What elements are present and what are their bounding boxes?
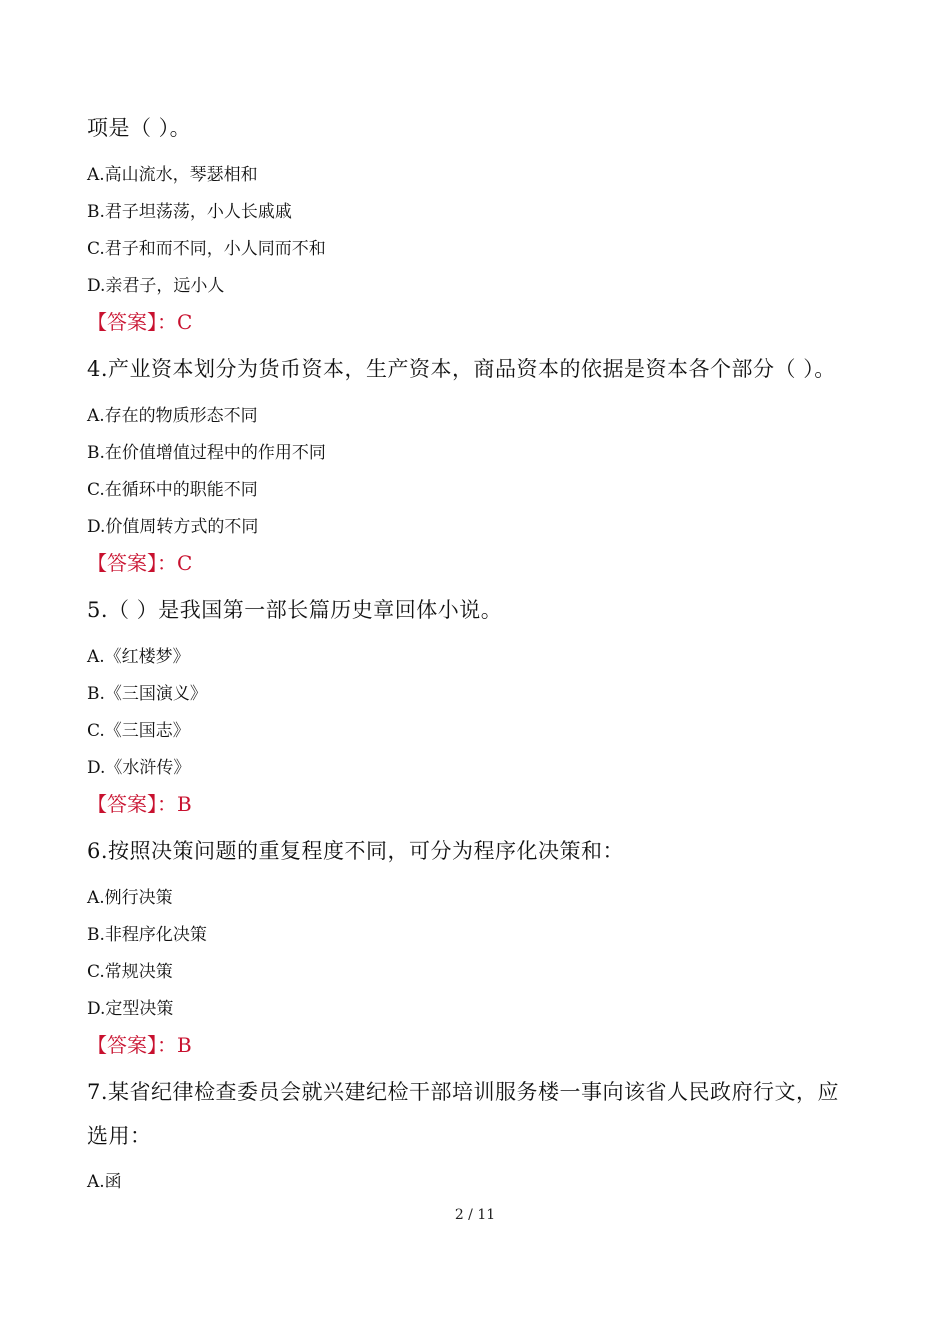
q5-option-c: C.《三国志》	[87, 721, 190, 741]
q5-stem: 5.（ ）是我国第一部长篇历史章回体小说。	[87, 598, 503, 622]
q4-answer-value: C	[177, 551, 193, 575]
page-number: 2 / 11	[454, 1207, 496, 1223]
q6-option-a: A.例行决策	[87, 888, 173, 908]
q6-option-b: B.非程序化决策	[87, 925, 207, 945]
q3-option-b: B.君子坦荡荡，小人长戚戚	[87, 202, 292, 222]
q6-answer	[87, 1029, 192, 1058]
q6-answer-value: B	[177, 1033, 192, 1057]
q7-stem-line-2: 选用：	[87, 1124, 152, 1148]
q6-option-d: D.定型决策	[87, 999, 174, 1019]
q3-option-a: A.高山流水，琴瑟相和	[87, 165, 258, 185]
q4-option-c: C.在循环中的职能不同	[87, 480, 258, 500]
q7-option-a: A.函	[87, 1172, 122, 1192]
q5-answer-value: B	[177, 792, 192, 816]
q3-answer	[87, 306, 192, 335]
q6-answer-label: 【答案】：	[87, 1033, 177, 1057]
q5-answer-label: 【答案】：	[87, 792, 177, 816]
q4-option-a: A.存在的物质形态不同	[87, 406, 258, 426]
q4-option-b: B.在价值增值过程中的作用不同	[87, 443, 326, 463]
q5-option-a: A.《红楼梦》	[87, 647, 190, 667]
q5-option-d: D.《水浒传》	[87, 758, 191, 778]
q5-answer	[87, 788, 192, 817]
q4-stem: 4.产业资本划分为货币资本，生产资本，商品资本的依据是资本各个部分（ ）。	[87, 357, 836, 381]
q3-option-d: D.亲君子，远小人	[87, 276, 225, 296]
q6-option-c: C.常规决策	[87, 962, 173, 982]
q6-stem: 6.按照决策问题的重复程度不同，可分为程序化决策和：	[87, 839, 625, 863]
q5-option-b: B.《三国演义》	[87, 684, 207, 704]
q4-answer	[87, 547, 192, 576]
q3-answer-label: 【答案】：	[87, 310, 177, 334]
q4-answer-label: 【答案】：	[87, 551, 177, 575]
q3-answer-value: C	[177, 310, 193, 334]
q4-option-d: D.价值周转方式的不同	[87, 517, 259, 537]
q3-option-c: C.君子和而不同，小人同而不和	[87, 239, 326, 259]
q7-stem-line-1: 7.某省纪律检查委员会就兴建纪检干部培训服务楼一事向该省人民政府行文，应	[87, 1080, 840, 1104]
q3-stem-tail: 项是（ ）。	[87, 116, 192, 140]
